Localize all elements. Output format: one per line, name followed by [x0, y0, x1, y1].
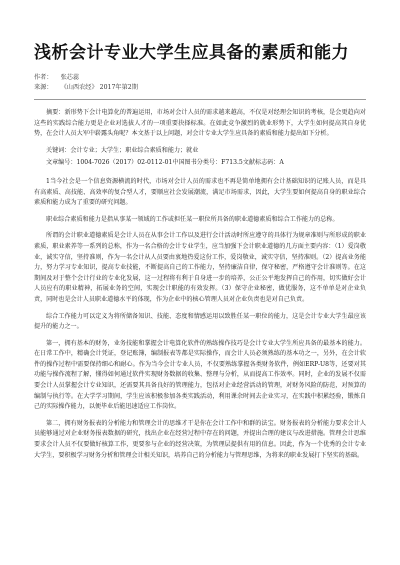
abstract: 摘要：新形势下会计电算化的普遍运用，市场对会计人员的需求越来越高，不仅是对经理会知识的考核，是会更趋向对这些的实践综合能力更是企业对选拔人才的一项重要抉择标准。在如此竞争激烈的就业形势下，大学生如何提高其自身优势，在会计人员大军中崭露头角呢？本文基于以上问题，对会计专业大学生应具备的素质和能力提出如下分析。 — [34, 109, 366, 138]
body-paragraph: 第二，拥有财务报表的分析能力和管理会计的思维才干是你在会计工作中和群的法宝。财务报表的分析能力要求会计人员能够通过对企业财务报表数据的研究，找出企业在经营过程中存在的问题，并提出合理的建议与改进措施。管理会计思维要求会计人员不仅要做好核算工作，更要参与企业的经营决策，为管理层提供有用的信息。因此，作为一个优秀的会计专业大学生，要积极学习财务分析和管理会计相关知识，培养自己的分析能力与管理思维，为将来的职业发展打下坚实的基础。 — [34, 419, 366, 459]
article-title: 浅析会计专业大学生应具备的素质和能力 — [34, 43, 349, 63]
body-paragraph: 职业综合素质和能力是指从事某一领域的工作或担任某一职位所具备的职业道德素质和综合工作能力的总称。 — [46, 215, 339, 223]
source-row — [34, 83, 366, 93]
body-paragraph: 第一，拥有基本的财务，业务技能和掌握会计电算化软件的熟练操作技巧是会计专业大学生所应具备的最基本的能力。在日常工作中，精确会计凭证，登记账簿，编制报表等都是实际操作，而会计人员必须熟练的基本功之一，另外，在会计软件的操作过程中需要保持细心和耐心。作为当今会计专业人员，不仅要熟练掌握各类财务软件，例如ERP-U8等，还要对其功能与操作流程了解，懂得如何通过软件实现财务数据的收集、整理与分析，从而提高工作效率。同时，企业的发展不仅需要会计人员掌握会计专业知识，还需要其具备良好的管理能力，包括对企业经营活动的管理，对财务风险的防范，对预算的编制与执行等。在大学学习期间，学生应该积极参加各类实践活动，利用课余时间去企业实习，在实践中积累经验，锻炼自己的实际操作能力，以便毕业后能迅速适应工作岗位。 — [34, 339, 366, 411]
author-name: 张芯蕊 — [60, 74, 80, 81]
body-paragraph: 1当今社会是一个信息资源横流的时代，市场对会计人员的需求也不再是简单地拥有会计基础知识的记账人员，而是具有高素质、高技能、高效率的复合型人才，要顺应社会发展潮流，满足市场需求，因此，大学生要如何提高自身的职业综合素质和能力成为了重要的研究问题。 — [34, 177, 366, 207]
article-meta — [34, 73, 366, 93]
keywords: 关键词：会计专业；大学生；职业综合素质和能力；就业 — [46, 146, 199, 154]
document-info: 文章编号：1004-7026（2017）02-0112-01中国图书分类号：F713.5文献标志码：A — [46, 159, 284, 167]
source-label: 来源： — [34, 84, 53, 91]
header-divider — [34, 99, 366, 100]
author-label: 作者： — [34, 74, 53, 81]
source-value: 《山西农经》 2017年第2期 — [60, 84, 138, 91]
body-paragraph: 综合工作能力可以定义为将所储备知识、技能、态度和情感运用以致胜任某一职位的能力，这是会计专业大学生最应该提升的能力之一。 — [34, 312, 366, 331]
author-row — [34, 73, 366, 83]
body-paragraph: 所谓的会计职业道德素质是会计人员在从事会计工作以及进行会计活动时所应遵守的具体行为规章准则与所形成的职业素质，职业素养等一系列的总称，作为一名合格的会计专业学生，应当加强下会计职业道德的几方面主要内容：（1）爱岗敬业，诚实守信，坚持准则，作为一名会计从人员要由衷地热爱这份工作，爱岗敬业，诚实守信，坚持准则。（2）提高业务能力，努力学习专业知识，提高专业技能，不断提高自己的工作能力，坚持廉洁自律，保守秘密，严格遵守会计准则等。在这期间及对于整个会计行业的专业化发展，这一过程将有利于自身进一步的培养，公正公平地发挥自己的作用，切实做好会计人员应有的职业精神，拓展业务的空间，实现会计职能的有效发挥。（3）保守企业秘密，做优服务，这不单单是对企业负责，同时也是会计人员职业道德水平的体现，作为企业中的核心管理人员对企业负责也是对自己负责。 — [34, 232, 366, 303]
